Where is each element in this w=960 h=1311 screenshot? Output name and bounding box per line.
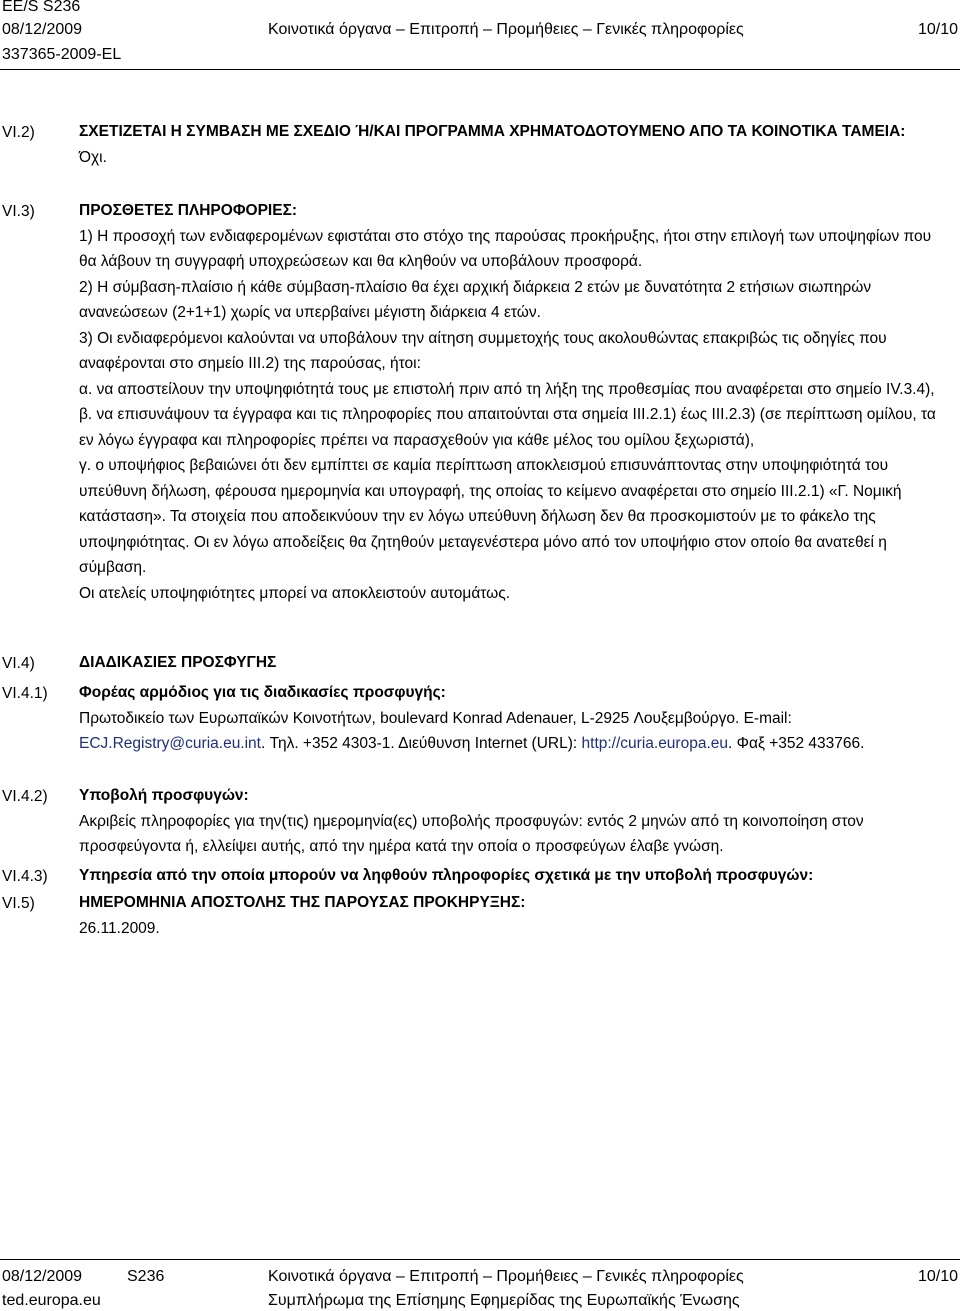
footer-category: Κοινοτικά όργανα – Επιτροπή – Προμήθειες – Γενικές πληροφορίες — [268, 1268, 744, 1285]
section-vi2 — [79, 119, 949, 170]
review-body-text-c: . Φαξ +352 433766. — [728, 735, 865, 752]
section-title-vi4: ΔΙΑΔΙΚΑΣΙΕΣ ΠΡΟΣΦΥΓΗΣ — [79, 654, 277, 671]
paragraph-b: β. να επισυνάψουν τα έγγραφα και τις πληροφορίες που απαιτούνται στα σημεία III.2.1) έως III.2.3) (σε περίπτωση ομίλου, τα εν λόγω έγγραφα και πληροφορίες πρέπει να παρασχεθούν για κάθε μέλος του ομίλου ξεχωριστά), — [79, 406, 936, 449]
section-value-vi2: Όχι. — [79, 148, 107, 166]
section-title-vi41: Φορέας αρμόδιος για τις διαδικασίες προσφυγής: — [79, 684, 446, 701]
footer-page: 10/10 — [917, 1268, 958, 1285]
review-body-text-b: . Τηλ. +352 4303-1. Διεύθυνση Internet (URL): — [261, 735, 582, 752]
section-title-vi3: ΠΡΟΣΘΕΤΕΣ ΠΛΗΡΟΦΟΡΙΕΣ: — [79, 202, 298, 219]
url-link[interactable]: http://curia.europa.eu — [581, 735, 729, 752]
footer-site-link[interactable]: ted.europa.eu — [2, 1292, 101, 1309]
section-label-vi2: VI.2) — [2, 124, 35, 141]
paragraph-c: γ. ο υποψήφιος βεβαιώνει ότι δεν εμπίπτει σε καμία περίπτωση αποκλεισμού επισυνάπτοντας στην υποψηφιότητά του υπεύθυνη δήλωση, φέρουσα ημερομηνία και υπογραφή, της οποίας το κείμενο αναφέρεται στο σημείο III.2.1) «Γ. Νομική κατάσταση». Τα στοιχεία που αποδεικνύουν την εν λόγω υπεύθυνη δήλωση δεν θα προσκομιστούν με το φάκελο της υποψηφιότητας. Οι εν λόγω αποδείξεις θα ζητηθούν μεταγενέστερα μόνο από τον υποψήφιο στον οποίο θα ανατεθεί η σύμβαση. — [79, 457, 902, 576]
review-body-text-a: Πρωτοδικείο των Ευρωπαϊκών Κοινοτήτων, boulevard Konrad Adenauer, L-2925 Λουξεμβούργο. E-mail: — [79, 709, 792, 727]
paragraph-a: α. να αποστείλουν την υποψηφιότητά τους με επιστολή πριν από τη λήξη της προθεσμίας που αναφέρεται στο σημείο IV.3.4), — [79, 380, 935, 398]
paragraph-end: Οι ατελείς υποψηφιότητες μπορεί να αποκλειστούν αυτομάτως. — [79, 584, 511, 602]
section-vi43 — [79, 863, 949, 889]
section-vi42 — [79, 783, 949, 860]
dispatch-date: 26.11.2009. — [79, 919, 160, 937]
section-label-vi42: VI.4.2) — [2, 788, 48, 805]
section-label-vi4: VI.4) — [2, 655, 35, 672]
section-vi3 — [79, 198, 949, 606]
paragraph-1: 1) Η προσοχή των ενδιαφερομένων εφιστάται στο στόχο της παρούσας προκήρυξης, ήτοι στην επιλογή των υποψηφίων που θα λάβουν τη συγγραφή υποχρεώσεων και θα κληθούν να υποβάλουν προσφορά. — [79, 227, 932, 270]
section-vi4 — [79, 650, 949, 676]
footer-divider — [0, 1259, 960, 1260]
header-category: Κοινοτικά όργανα – Επιτροπή – Προμήθειες – Γενικές πληροφορίες — [268, 21, 744, 38]
review-body-address — [79, 706, 949, 757]
footer-journal: Συμπλήρωμα της Επίσημης Εφημερίδας της Ευρωπαϊκής Ένωσης — [268, 1292, 740, 1309]
paragraph-3: 3) Οι ενδιαφερόμενοι καλούνται να υποβάλουν την αίτηση συμμετοχής τους ακολουθώντας επακριβώς τις οδηγίες που αναφέρονται στο σημείο III.2) της παρούσας, ήτοι: — [79, 329, 887, 372]
section-vi41 — [79, 680, 949, 757]
section-body-vi42: Ακριβείς πληροφορίες για την(τις) ημερομηνία(ες) υποβολής προσφυγών: εντός 2 μηνών από τη κοινοποίηση στον προσφεύγοντα ή, ελλείψει αυτής, από την ημέρα κατά την οποία ο προσφεύγων έλαβε γνώση. — [79, 812, 864, 855]
header-page: 10/10 — [917, 21, 958, 38]
section-title-vi43: Υπηρεσία από την οποία μπορούν να ληφθούν πληροφορίες σχετικά με την υποβολή προσφυγών: — [79, 867, 814, 884]
section-title-vi2: ΣΧΕΤΙΖΕΤΑΙ Η ΣΥΜΒΑΣΗ ΜΕ ΣΧΕΔΙΟ Ή/ΚΑΙ ΠΡΟΓΡΑΜΜΑ ΧΡΗΜΑΤΟΔΟΤΟΥΜΕΝΟ ΑΠΟ ΤΑ ΚΟΙΝΟΤΙΚΑ ΤΑΜΕΙΑ: — [79, 123, 906, 140]
section-label-vi43: VI.4.3) — [2, 868, 48, 885]
section-label-vi5: VI.5) — [2, 895, 35, 912]
footer-date: 08/12/2009 — [2, 1268, 83, 1285]
section-title-vi5: ΗΜΕΡΟΜΗΝΙΑ ΑΠΟΣΤΟΛΗΣ ΤΗΣ ΠΑΡΟΥΣΑΣ ΠΡΟΚΗΡΥΞΗΣ: — [79, 894, 526, 911]
header-code: EE/S S236 — [2, 0, 81, 15]
paragraph-2: 2) Η σύμβαση-πλαίσιο ή κάθε σύμβαση-πλαίσιο θα έχει αρχική διάρκεια 2 ετών με δυνατότητα 2 ετήσιων σιωπηρών ανανεώσεων (2+1+1) χωρίς να υπερβαίνει μέγιστη διάρκεια 4 ετών. — [79, 278, 872, 321]
header-doc-id: 337365-2009-EL — [2, 46, 122, 63]
section-vi5 — [79, 890, 949, 941]
email-link[interactable]: ECJ.Registry@curia.eu.int — [79, 735, 261, 752]
section-label-vi41: VI.4.1) — [2, 685, 48, 702]
section-label-vi3: VI.3) — [2, 203, 35, 220]
section-title-vi42: Υποβολή προσφυγών: — [79, 787, 249, 804]
header-date: 08/12/2009 — [2, 21, 83, 38]
footer-series: S236 — [127, 1268, 165, 1285]
header-divider — [0, 69, 960, 70]
